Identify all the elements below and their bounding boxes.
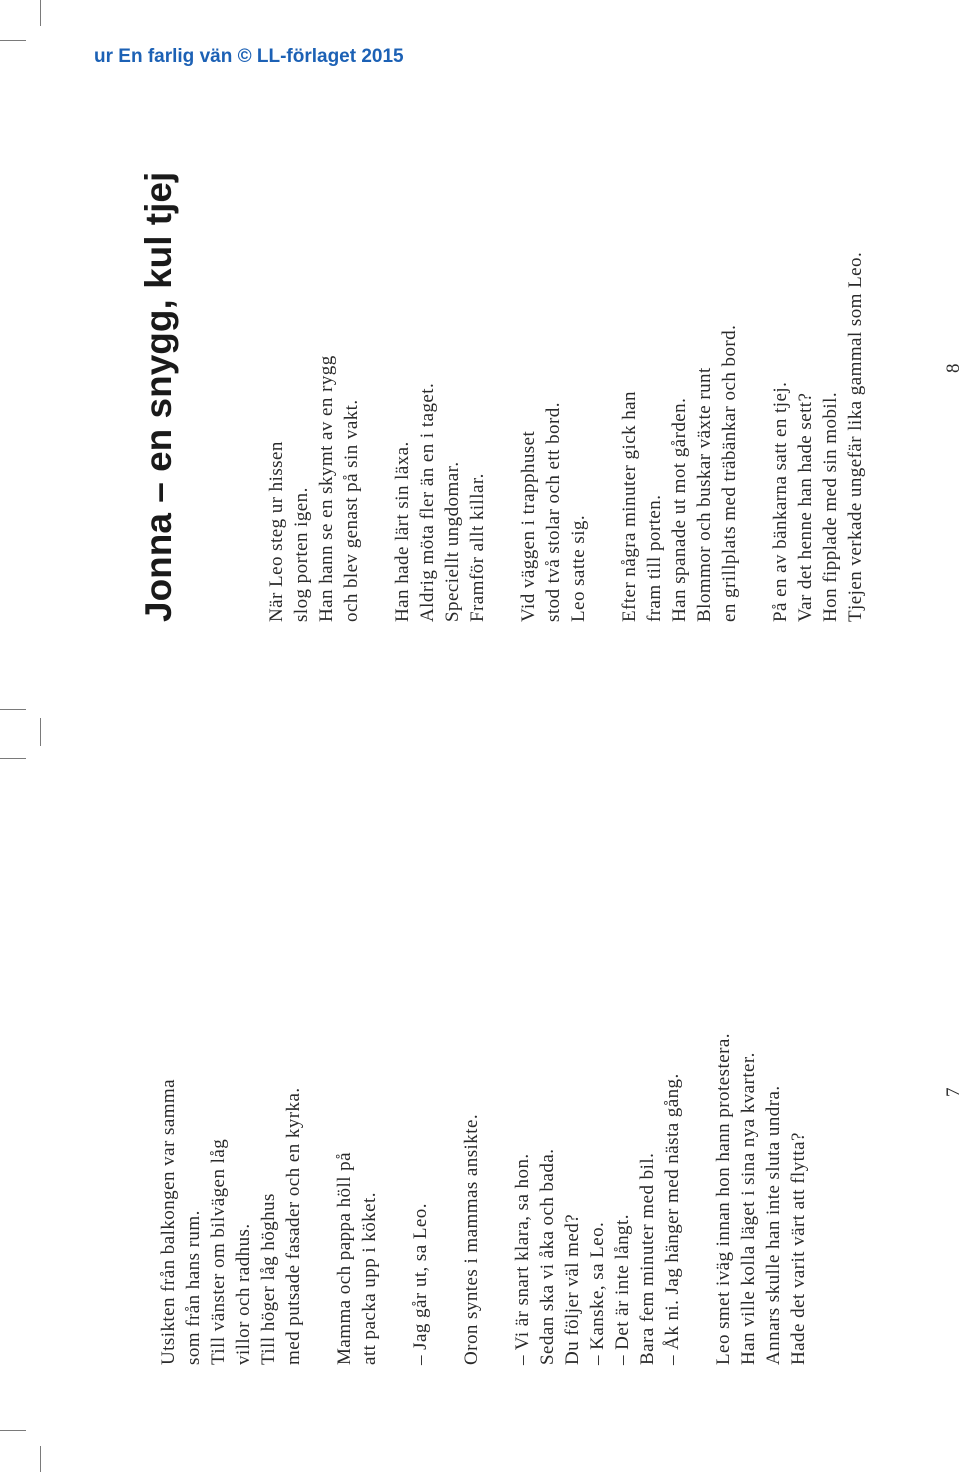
crop-mark bbox=[0, 40, 26, 41]
text-line: Blommor och buskar växte runt bbox=[694, 367, 715, 622]
paragraph bbox=[617, 22, 742, 622]
text-line: Speciellt ungdomar. bbox=[442, 461, 463, 622]
left-page-text bbox=[156, 765, 837, 1365]
text-line: Leo smet iväg innan hon hann protestera. bbox=[713, 1033, 734, 1365]
text-line: och blev genast på sin vakt. bbox=[341, 399, 362, 622]
text-line: Hade det varit värt att flytta? bbox=[788, 1132, 809, 1365]
text-line: Annars skulle han inte sluta undra. bbox=[763, 1085, 784, 1365]
paragraph bbox=[264, 22, 364, 622]
text-line: Tjejen verkade ungefär lika gammal som Leo. bbox=[845, 251, 866, 622]
chapter-title: Jonna – en snygg, kul tjej bbox=[138, 171, 179, 622]
text-line: När Leo steg ur hissen bbox=[266, 441, 287, 622]
chapter-title-container bbox=[138, 142, 180, 622]
paragraph bbox=[510, 765, 685, 1365]
right-page-text bbox=[264, 22, 894, 622]
text-line: Var det henne han hade sett? bbox=[795, 392, 816, 622]
paragraph bbox=[768, 22, 868, 622]
text-line: Till vänster om bilvägen låg bbox=[208, 1138, 229, 1365]
text-line: att packa upp i köket. bbox=[359, 1192, 380, 1365]
text-line: villor och radhus. bbox=[233, 1223, 254, 1365]
paragraph bbox=[332, 765, 382, 1365]
crop-mark bbox=[0, 1430, 26, 1431]
paragraph bbox=[711, 765, 811, 1365]
text-line: – Åk ni. Jag hänger med nästa gång. bbox=[662, 1073, 683, 1365]
crop-mark bbox=[0, 758, 26, 759]
text-line: Han spanade ut mot gården. bbox=[669, 397, 690, 622]
text-line: som från hans rum. bbox=[183, 1210, 204, 1365]
crop-mark bbox=[40, 1446, 41, 1472]
paragraph bbox=[516, 22, 591, 622]
text-line: Vid väggen i trapphuset bbox=[518, 430, 539, 622]
text-line: en grillplats med träbänkar och bord. bbox=[719, 324, 740, 622]
text-line: – Vi är snart klara, sa hon. bbox=[512, 1153, 533, 1365]
text-line: Bara fem minuter med bil. bbox=[637, 1152, 658, 1365]
text-line: Mamma och pappa höll på bbox=[334, 1152, 355, 1365]
text-line: Till höger låg höghus bbox=[258, 1193, 279, 1365]
text-line: På en av bänkarna satt en tjej. bbox=[770, 381, 791, 622]
page-number-left: 7 bbox=[943, 1087, 964, 1097]
text-line: – Det är inte långt. bbox=[612, 1214, 633, 1365]
text-line: Utsikten från balkongen var samma bbox=[158, 1078, 179, 1365]
text-line: Aldrig möta fler än en i taget. bbox=[417, 382, 438, 622]
text-line: med putsade fasader och en kyrka. bbox=[283, 1087, 304, 1365]
text-line: slog porten igen. bbox=[291, 487, 312, 622]
text-line: stod två stolar och ett bord. bbox=[543, 402, 564, 622]
paragraph bbox=[156, 765, 306, 1365]
text-line: fram till porten. bbox=[644, 494, 665, 622]
text-line: Han hade lärt sin läxa. bbox=[392, 441, 413, 622]
paragraph bbox=[408, 765, 433, 1365]
text-line: Du följer väl med? bbox=[562, 1213, 583, 1365]
source-credit: ur En farlig vän © LL-förlaget 2015 bbox=[94, 46, 404, 67]
text-line: Hon fipplade med sin mobil. bbox=[820, 391, 841, 622]
text-line: Framför allt killar. bbox=[467, 473, 488, 622]
crop-mark bbox=[40, 718, 41, 746]
text-line: Leo satte sig. bbox=[568, 514, 589, 622]
crop-mark bbox=[0, 709, 26, 710]
paragraph bbox=[459, 765, 484, 1365]
text-line: Sedan ska vi åka och bada. bbox=[537, 1148, 558, 1365]
text-line: – Jag går ut, sa Leo. bbox=[410, 1203, 431, 1365]
text-line: Oron syntes i mammas ansikte. bbox=[461, 1113, 482, 1365]
text-line: Han ville kolla läget i sina nya kvarter. bbox=[738, 1052, 759, 1365]
text-line: – Kanske, sa Leo. bbox=[587, 1221, 608, 1365]
crop-mark bbox=[40, 0, 41, 26]
text-line: Efter några minuter gick han bbox=[619, 390, 640, 622]
text-line: Han hann se en skymt av en rygg bbox=[316, 355, 337, 622]
paragraph bbox=[390, 22, 490, 622]
page-number-right: 8 bbox=[943, 363, 964, 373]
